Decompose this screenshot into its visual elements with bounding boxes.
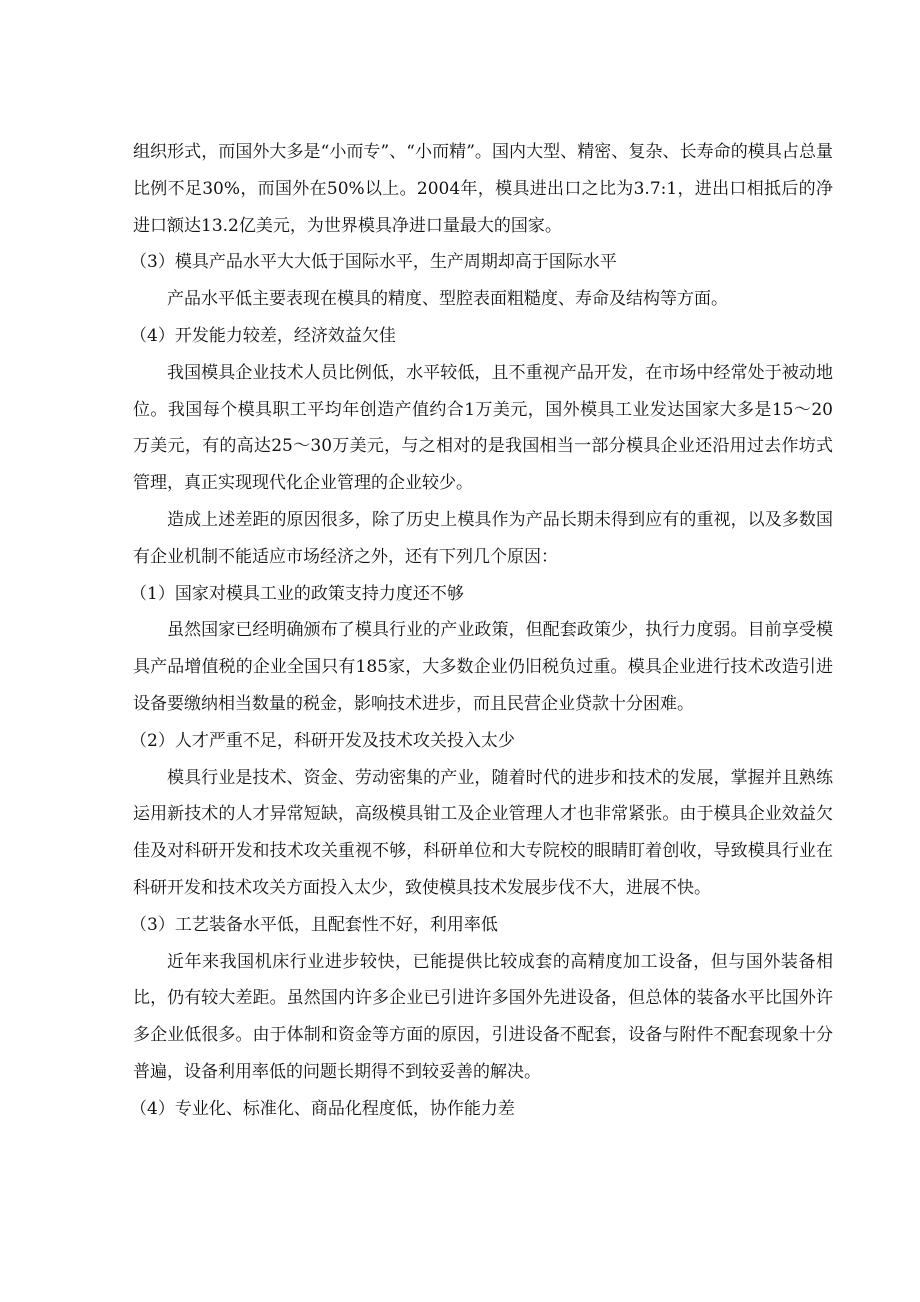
document-page — [130, 134, 833, 1128]
paragraph-continuation: 组织形式，而国外大多是“小而专”、“小而精”。国内大型、精密、复杂、长寿命的模具占总量比例不足30%，而国外在50%以上。2004年，模具进出口之比为3.7:1，进出口相抵后的净进口额达13.2亿美元，为世界模具净进口量最大的国家。 — [133, 142, 833, 236]
section-heading-4-specialization: （4）专业化、标准化、商品化程度低，协作能力差 — [130, 1098, 515, 1119]
paragraph: 造成上述差距的原因很多，除了历史上模具作为产品长期未得到应有的重视，以及多数国有企业机制不能适应市场经济之外，还有下列几个原因： — [133, 509, 833, 567]
section-heading-3-product-level: （3）模具产品水平大大低于国际水平，生产周期却高于国际水平 — [130, 252, 617, 273]
paragraph: 虽然国家已经明确颁布了模具行业的产业政策，但配套政策少，执行力度弱。目前享受模具产品增值税的企业全国只有185家，大多数企业仍旧税负过重。模具企业进行技术改造引进设备要缴纳相当数量的税金，影响技术进步，而且民营企业贷款十分困难。 — [133, 620, 833, 714]
paragraph: 模具行业是技术、资金、劳动密集的产业，随着时代的进步和技术的发展，掌握并且熟练运用新技术的人才异常短缺，高级模具钳工及企业管理人才也非常紧张。由于模具企业效益欠佳及对科研开发和技术攻关重视不够，科研单位和大专院校的眼睛盯着创收，导致模具行业在科研开发和技术攻关方面投入太少，致使模具技术发展步伐不大，进展不快。 — [133, 767, 833, 898]
section-heading-1-policy: （1）国家对模具工业的政策支持力度还不够 — [130, 583, 464, 604]
section-heading-3-equipment: （3）工艺装备水平低，且配套性不好，利用率低 — [130, 914, 498, 935]
paragraph: 产品水平低主要表现在模具的精度、型腔表面粗糙度、寿命及结构等方面。 — [167, 289, 728, 310]
section-heading-4-development: （4）开发能力较差，经济效益欠佳 — [130, 325, 396, 346]
paragraph: 近年来我国机床行业进步较快，已能提供比较成套的高精度加工设备，但与国外装备相比，仍有较大差距。虽然国内许多企业已引进许多国外先进设备，但总体的装备水平比国外许多企业低很多。由于体制和资金等方面的原因，引进设备不配套，设备与附件不配套现象十分普遍，设备利用率低的问题长期得不到较妥善的解决。 — [133, 951, 833, 1082]
paragraph: 我国模具企业技术人员比例低，水平较低，且不重视产品开发，在市场中经常处于被动地位。我国每个模具职工平均年创造产值约合1万美元，国外模具工业发达国家大多是15～20万美元，有的高达25～30万美元，与之相对的是我国相当一部分模具企业还沿用过去作坊式管理，真正实现现代化企业管理的企业较少。 — [133, 362, 833, 494]
section-heading-2-talent: （2）人才严重不足，科研开发及技术攻关投入太少 — [130, 730, 515, 751]
